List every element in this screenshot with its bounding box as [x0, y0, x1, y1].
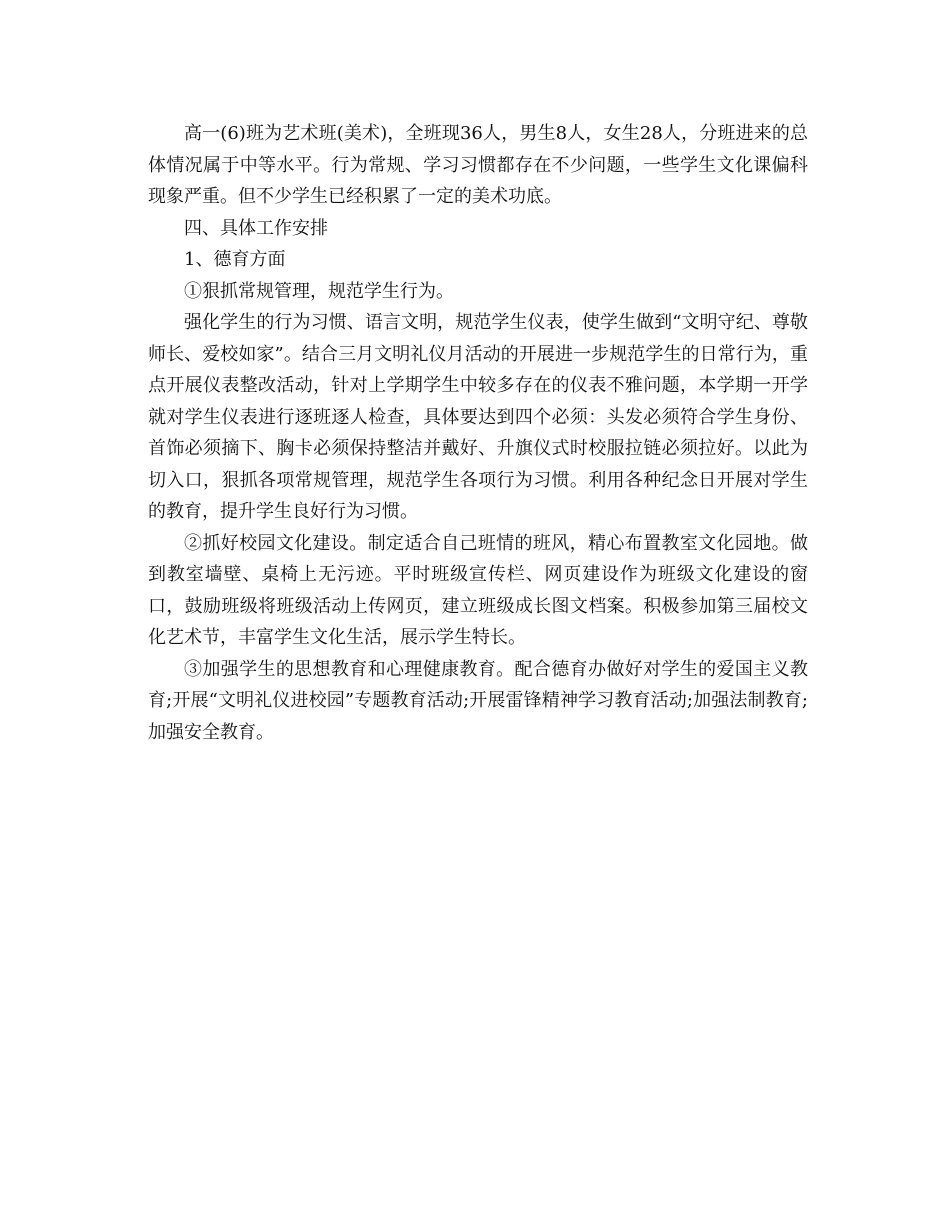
item-heading-routine-management: ①狠抓常规管理，规范学生行为。 — [184, 280, 454, 302]
paragraph-ideological-education: ③加强学生的思想教育和心理健康教育。配合德育办做好对学生的爱国主义教育;开展“文明礼仪进校园”专题教育活动;开展雷锋精神学习教育活动;加强法制教育;加强安全教育。 — [148, 658, 808, 743]
paragraph-campus-culture: ②抓好校园文化建设。制定适合自己班情的班风，精心布置教室文化园地。做到教室墙壁、桌椅上无污迹。平时班级宣传栏、网页建设作为班级文化建设的窗口，鼓励班级将班级活动上传网页，建立班级成长图文档案。积极参加第三届校文化艺术节，丰富学生文化生活，展示学生特长。 — [148, 532, 808, 648]
document-body — [148, 118, 808, 748]
subsection-heading-moral-education: 1、德育方面 — [184, 249, 286, 270]
paragraph-behavior-habits: 强化学生的行为习惯、语言文明，规范学生仪表，使学生做到“文明守纪、尊敬师长、爱校如家”。结合三月文明礼仪月活动的开展进一步规范学生的日常行为，重点开展仪表整改活动，针对上学期学生中较多存在的仪表不雅问题，本学期一开学就对学生仪表进行逐班逐人检查，具体要达到四个必须：头发必须符合学生身份、首饰必须摘下、胸卡必须保持整洁并戴好、升旗仪式时校服拉链必须拉好。以此为切入口，狠抓各项常规管理，规范学生各项行为习惯。利用各种纪念日开展对学生的教育，提升学生良好行为习惯。 — [148, 312, 808, 522]
section-heading-work-plan: 四、具体工作安排 — [184, 217, 328, 239]
paragraph-class-overview: 高一(6)班为艺术班(美术)，全班现36人，男生8人，女生28人，分班进来的总体情况属于中等水平。行为常规、学习习惯都存在不少问题，一些学生文化课偏科现象严重。但不少学生已经积累了一定的美术功底。 — [148, 123, 808, 207]
